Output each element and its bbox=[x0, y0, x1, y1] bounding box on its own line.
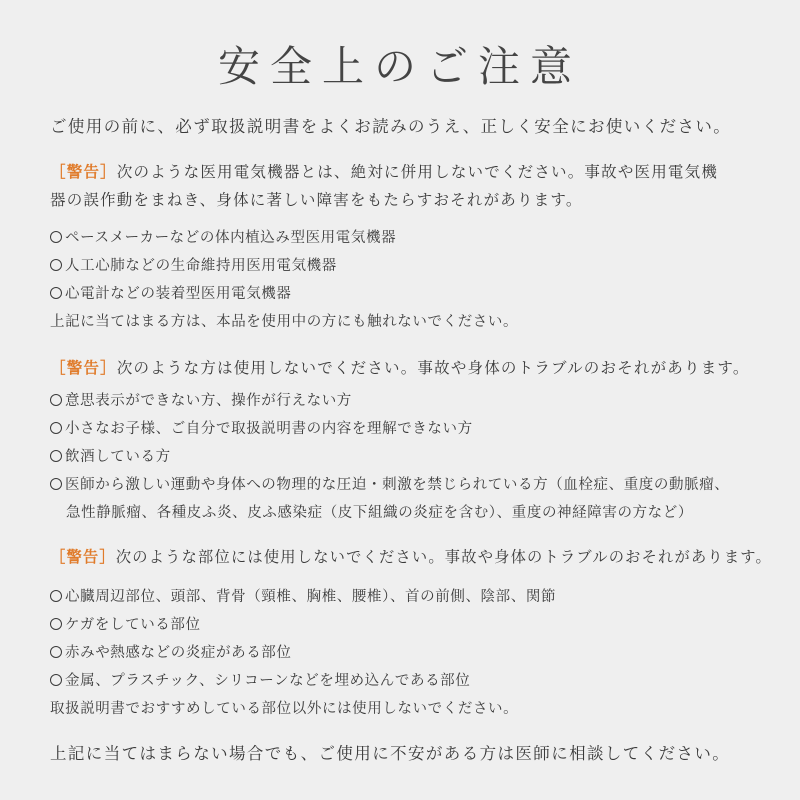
circle-bullet-icon bbox=[50, 287, 62, 299]
list-item: 赤みや熱感などの炎症がある部位 bbox=[50, 643, 760, 663]
circle-bullet-icon bbox=[50, 590, 62, 602]
section1-line1 bbox=[50, 162, 760, 182]
section1-note: 上記に当てはまる方は、本品を使用中の方にも触れないでください。 bbox=[50, 314, 519, 330]
list-item: 意思表示ができない方、操作が行えない方 bbox=[50, 391, 760, 411]
closing-text: 上記に当てはまらない場合でも、ご使用に不安がある方は医師に相談してください。 bbox=[50, 744, 731, 763]
list-item: 金属、プラスチック、シリコーンなどを埋め込んである部位 bbox=[50, 671, 760, 691]
section2-text: 次のような方は使用しないでください。事故や身体のトラブルのおそれがあります。 bbox=[116, 359, 750, 377]
circle-bullet-icon bbox=[50, 231, 62, 243]
intro-text: ご使用の前に、必ず取扱説明書をよくお読みのうえ、正しく安全にお使いください。 bbox=[50, 117, 732, 136]
circle-bullet-icon bbox=[50, 394, 62, 406]
circle-bullet-icon bbox=[50, 478, 62, 490]
list-item: 飲酒している方 bbox=[50, 447, 760, 467]
section1-line2: 器の誤作動をまねき、身体に著しい障害をもたらすおそれがあります。 bbox=[50, 191, 583, 209]
warning-tag: ［警告］ bbox=[50, 548, 116, 566]
section1-text: 次のような医用電気機器とは、絶対に併用しないでください。事故や医用電気機 bbox=[116, 163, 719, 181]
list-item: ペースメーカーなどの体内植込み型医用電気機器 bbox=[50, 228, 760, 248]
circle-bullet-icon bbox=[50, 618, 62, 630]
circle-bullet-icon bbox=[50, 422, 62, 434]
circle-bullet-icon bbox=[50, 646, 62, 658]
list-item: 小さなお子様、ご自分で取扱説明書の内容を理解できない方 bbox=[50, 419, 760, 439]
section3-line1 bbox=[50, 547, 772, 567]
section3-text: 次のような部位には使用しないでください。事故や身体のトラブルのおそれがあります。 bbox=[115, 548, 772, 566]
section2-line1 bbox=[50, 358, 760, 378]
list-item: ケガをしている部位 bbox=[50, 615, 760, 635]
circle-bullet-icon bbox=[50, 259, 62, 271]
list-item: 心電計などの装着型医用電気機器 bbox=[50, 284, 760, 304]
circle-bullet-icon bbox=[50, 450, 62, 462]
list-item: 医師から激しい運動や身体への物理的な圧迫・刺激を禁じられている方（血栓症、重度の動脈瘤、 bbox=[50, 475, 760, 495]
section3-note: 取扱説明書でおすすめしている部位以外には使用しないでください。 bbox=[50, 701, 519, 717]
list-item: 心臓周辺部位、頭部、背骨（頸椎、胸椎、腰椎）、首の前側、陰部、関節 bbox=[50, 587, 760, 607]
page-title: 安全上のご注意 bbox=[217, 42, 582, 91]
list-item: 人工心肺などの生命維持用医用電気機器 bbox=[50, 256, 760, 276]
warning-tag: ［警告］ bbox=[50, 359, 117, 377]
warning-tag: ［警告］ bbox=[50, 163, 117, 181]
list-item-continuation: 急性静脈瘤、各種皮ふ炎、皮ふ感染症（皮下組織の炎症を含む）、重度の神経障害の方など） bbox=[66, 505, 693, 521]
circle-bullet-icon bbox=[50, 674, 62, 686]
